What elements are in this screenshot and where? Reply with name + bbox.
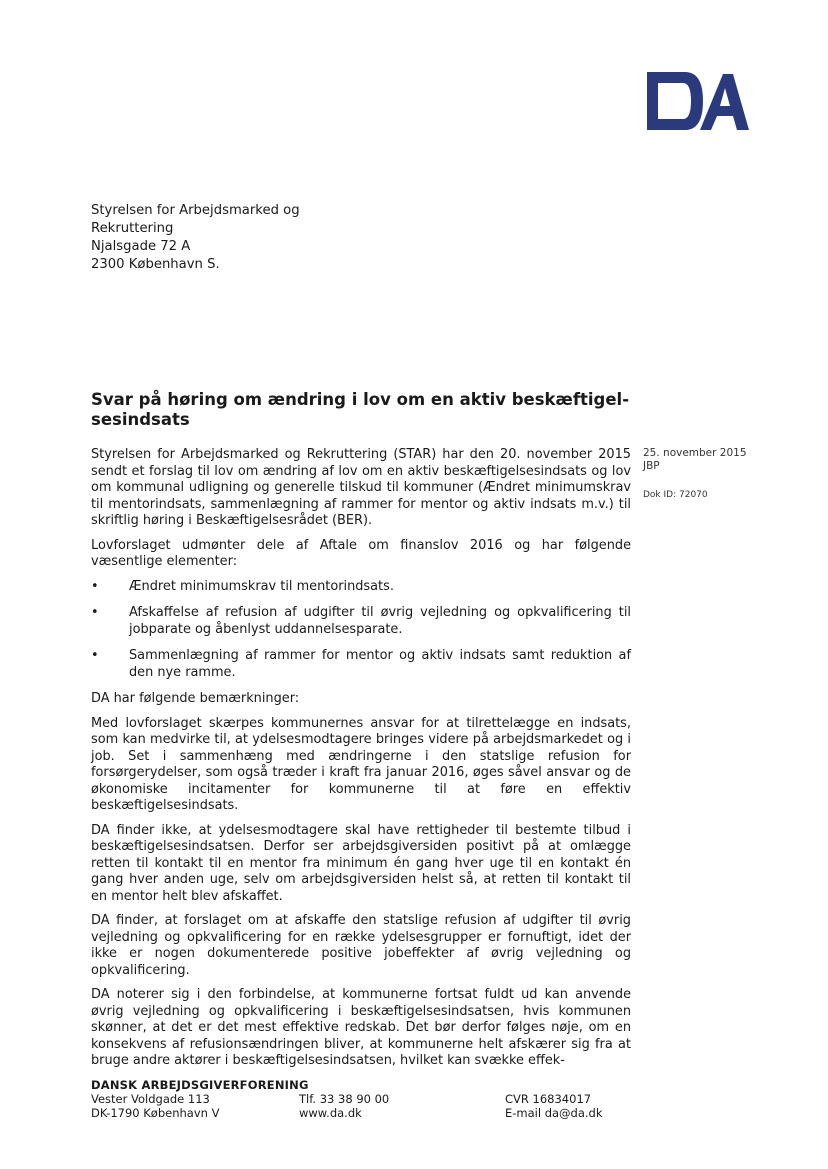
bullet-icon: • [91,578,99,594]
footer-address-line: Vester Voldgade 113 [91,1092,210,1106]
recipient-line: Njalsgade 72 A [91,239,191,254]
da-logo [645,70,750,132]
paragraph: Styrelsen for Arbejdsmarked og Rekruttering (STAR) har den 20. november 2015 sendt et forslag til lov om ændring af lov om en aktiv beskæftigelsesindsats og lov om kommunal udligning og generelle tilskud til kommuner (Ændret minimumskrav til mentorindsats, sammenlægning af rammer for mentor og aktiv indsats m.v.) til skriftlig høring i Beskæftigelsesrådet (BER). [91,447,631,528]
paragraph: DA finder, at forslaget om at afskaffe den statslige refusion af udgifter til øvrig vejledning og opkvalificering for en række ydelsesgrupper er fornuftigt, idet der ikke er nogen dokumenterede positive jobeffekter af øvrig vejledning og opkvalificering. [91,913,631,978]
letter-meta [643,447,747,502]
recipient-line: 2300 København S. [91,257,220,272]
paragraph: DA har følgende bemærkninger: [91,691,300,706]
recipient-address [91,202,300,274]
organization-name: DANSK ARBEJDSGIVERFORENING [91,1078,309,1092]
bullet-icon: • [91,605,99,620]
list-item: • Ændret minimumskrav til mentorindsats. [91,578,394,594]
letter-footer [91,1078,731,1120]
recipient-line: Rekruttering [91,221,174,236]
list-item: • Sammenlægning af rammer for mentor og aktiv indsats samt reduktion af den nye ramme. [91,648,631,680]
letter-body [91,447,631,1078]
recipient-line: Styrelsen for Arbejdsmarked og [91,203,300,218]
paragraph: Lovforslaget udmønter dele af Aftale om finanslov 2016 og har følgende væsentlige elementer: [91,537,631,569]
bullet-icon: • [91,648,99,663]
element-list [91,579,631,682]
footer-email-link[interactable]: E-mail da@da.dk [505,1106,603,1120]
document-id: Dok ID: 72070 [643,490,708,500]
letter-title: Svar på høring om ændring i lov om en aktiv beskæftigel-sesindsats [91,390,630,429]
letter-date: 25. november 2015 [643,447,747,459]
paragraph: DA finder ikke, at ydelsesmodtagere skal have rettigheder til bestemte tilbud i beskæftigelsesindsatsen. Derfor ser arbejdsgiversiden positivt på at omlægge retten til kontakt til en mentor fra minimum én gang hver uge til en kontakt én gang hver anden uge, selv om arbejdsgiversiden helst så, at retten til kontakt til en mentor helt blev afskaffet. [91,822,631,904]
footer-address-line: DK-1790 København V [91,1106,220,1120]
author-initials: JBP [643,460,660,472]
footer-website-link[interactable]: www.da.dk [299,1106,362,1120]
footer-phone: Tlf. 33 38 90 00 [299,1092,390,1106]
paragraph: DA noterer sig i den forbindelse, at kommunerne fortsat fuldt ud kan anvende øvrig vejledning og opkvalificering i beskæftigelsesindsatsen, hvis kommunen skønner, at det er det mest effektive redskab. Det bør derfor følges nøje, om en konsekvens af refusionsændringen bliver, at kommunerne helt afskærer sig fra at bruge andre aktører i beskæftigelsesindsatsen, hvilket kan svække effek- [91,987,631,1068]
list-item: • Afskaffelse af refusion af udgifter til øvrig vejledning og opkvalificering til jobparate og åbenlyst uddannelsesparate. [91,605,631,637]
paragraph: Med lovforslaget skærpes kommunernes ansvar for at tilrettelægge en indsats, som kan medvirke til, at ydelsesmodtagere bringes videre på arbejdsmarkedet og i job. Set i sammenhæng med ændringerne i den statslige refusion for forsørgerydelser, som også træder i kraft fra januar 2016, øges såvel ansvar og de økonomiske incitamenter for kommunerne til at føre en effektiv beskæftigelsesindsats. [91,715,631,813]
footer-cvr: CVR 16834017 [505,1092,592,1106]
